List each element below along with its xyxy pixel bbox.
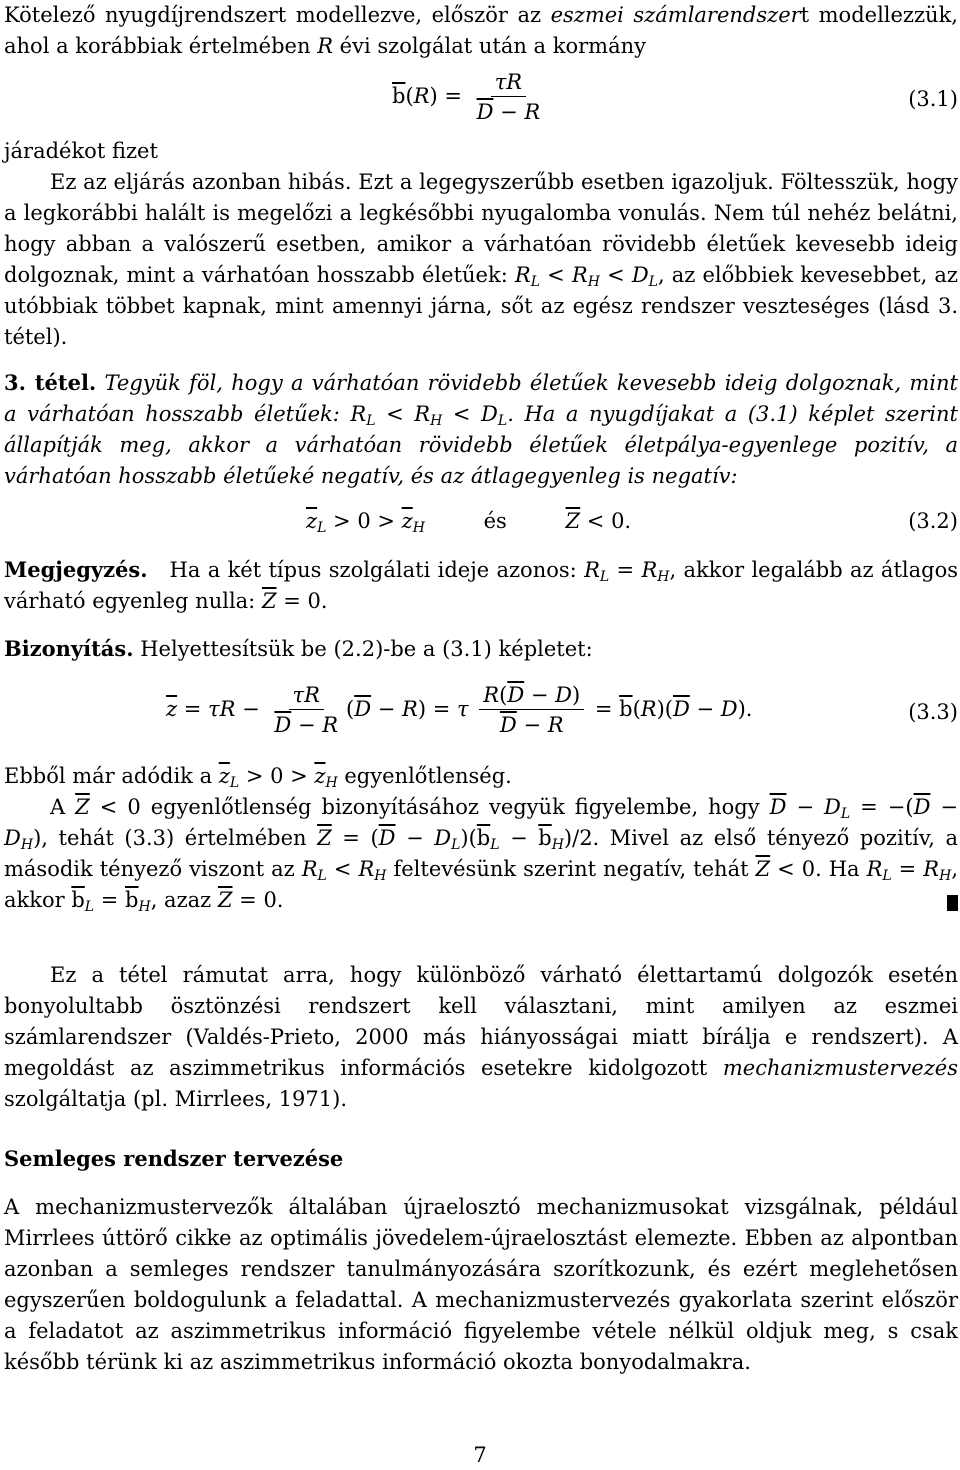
equation-3-2: $\overline{z}_L > 0 > \overline{z}_H$ és $\overline{Z} < 0$. (3.2) [4,492,958,554]
paragraph-hibas: Ez az eljárás azonban hibás. Ezt a legegyszerűbb esetben igazoljuk. Föltesszük, hogy a legkorábbi halált is megelőzi a legkésőbbi nyugalomba vonulás. Nem túl nehéz belátni, hogy abban a valószerű esetben, amikor a várhatóan rövidebb életűek kevesebb ideig dolgoznak, mint a várhatóan hosszabb életűek: $R_L < R_H < D_L$, az előbbiek kevesebbet, az utóbbiak többet kapnak, mint amennyi járna, sőt az egész rendszer veszteséges (lásd 3. tétel). [4,170,958,349]
qed-square [947,895,958,911]
paragraph-proof-body: A $\overline{Z} < 0$ egyenlőtlenség bizonyításához vegyük figyelembe, hogy $\overline{D} - D_L = -(\overline{D} - D_H)$, tehát (3.3) értelmében $\overline{Z} = (\overline{D} - D_L)(\overline{b}_L - \overline{b}_H)/2$. Mivel az első tényező pozitív, a második tényező viszont az $R_L < R_H$ feltevésünk szerint negatív, tehát $\overline{Z} < 0$. Ha $R_L = R_H$, akkor $\overline{b}_L = \overline{b}_H$, azaz $\overline{Z} = 0$. [4,795,958,915]
paragraph-conclusion: Ez a tétel rámutat arra, hogy különböző várható élettartamú dolgozók esetén bonyolultabb ösztönzési rendszert kell választani, mint amilyen az eszmei számlarendszer (Valdés-Prieto, 2000 más hiányosságai miatt bírálja e rendszert). A megoldást az aszimmetrikus információs esetekre kidolgozott mechanizmustervezés szolgáltatja (pl. Mirrlees, 1971). [4,963,958,1111]
paragraph-jaradek: járadékot fizet [4,139,158,163]
page-body [4,0,958,1378]
equation-3-1: $\overline{b}(R)$ = $\frac{\tau R}{\overline{D} - R}$ (3.1) [392,70,958,124]
equation-label: (3.1) [908,87,958,111]
equation-label: (3.2) [908,509,958,533]
section-heading: Semleges rendszer tervezése [4,1146,344,1171]
remark: Megjegyzés. Ha a két típus szolgálati ideje azonos: $R_L = R_H$, akkor legalább az átlagos várható egyenleg nulla: $\overline{Z} = 0$. [4,557,958,613]
paragraph-intro: Kötelező nyugdíjrendszert modellezve, először az eszmei számlarendszert modellezzük, ahol a korábbiak értelmében R évi szolgálat után a kormány [4,3,958,58]
equation-label: (3.3) [908,700,958,724]
proof-intro: Bizonyítás. Helyettesítsük be (2.2)-be a (3.1) képletet: [4,636,593,661]
theorem-3: 3. tétel. Tegyük föl, hogy a várhatóan rövidebb életűek kevesebb ideig dolgoznak, mint a várhatóan hosszabb életűek: $R_L < R_H < D_L$. Ha a nyugdíjakat a (3.1) képlet szerint állapítják meg, akkor a várhatóan rövidebb életűek életpálya-egyenlege pozitív, a várhatóan hosszabb életűeké negatív, és az átlagegyenleg is negatív: [4,370,958,488]
equation-3-3: $\overline{z} = \tau R$ − $\frac{\tau R}{\overline{D} - R}$ $(\overline{D} - R) = \tau$ $\frac{R(\overline{D} - D)}{\overline{D} - R}$ = $\overline{b}(R)(\overline{D} - D)$. (3.3) [166,683,958,737]
page-number: 7 [473,1443,487,1467]
paragraph-section: A mechanizmustervezők általában újraelosztó mechanizmusokat vizsgálnak, például Mirrlees úttörő cikke az optimális jövedelem-újraelosztást elemezte. Ebben az alpontban azonban a semleges rendszer tanulmányozására szorítkozunk, és ezért meglehetősen egyszerűen boldogulunk a feladattal. A mechanizmustervezés gyakorlata szerint először a feladatot az aszimmetrikus információ figyelembe vétele nélkül oldjuk meg, s csak később térünk ki az aszimmetrikus információ okozta bonyodalmakra. [4,1195,958,1374]
paragraph-ebbol: Ebből már adódik a $\overline{z}_L > 0 > \overline{z}_H$ egyenlőtlenség. [4,764,512,791]
